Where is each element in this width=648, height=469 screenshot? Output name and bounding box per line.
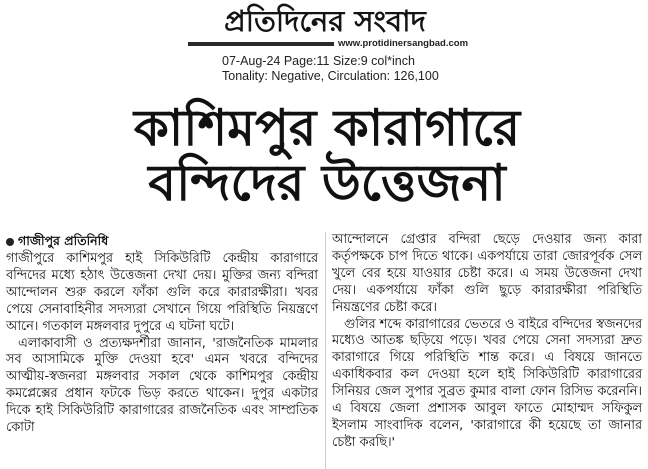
headline-line1: কাশিমপুর কারাগারে xyxy=(133,99,521,157)
paragraph: গুলির শব্দে কারাগারের ভেতরে ও বাইরে বন্দিদের স্বজনদের মধ্যেও আতঙ্ক ছড়িয়ে পড়ে। খবর পেয়ে সেনা সদস্যরা দ্রুত কারাগারে গিয়ে পরিস্থিতি শান্ত করে। এ বিষয়ে জানতে একাধিকবার কল দেওয়া হলে হাই সিকিউরিটি কারাগারের সিনিয়র জেল সুপার সুব্রত কুমার বালা ফোন রিসিভ করেননি। এ বিষয়ে জেলা প্রশাসক আবুল ফাতে মোহাম্মদ সফিকুল ইসলাম সাংবাদিক বলেন, 'কারাগারে কী হয়েছে তা জানার চেষ্টা করছি।' xyxy=(332,316,642,450)
paragraph: আন্দোলনে গ্রেপ্তার বন্দিরা ছেড়ে দেওয়ার জন্য কারা কর্তৃপক্ষকে চাপ দিতে থাকে। একপর্যায়ে তারা জোরপূর্বক সেল খুলে বের হয়ে যাওয়ার চেষ্টা করে। এ সময় উত্তেজনা দেখা দেয়। একপর্যায়ে ফাঁকা গুলি ছুড়ে কারারক্ষীরা পরিস্থিতি নিয়ন্ত্রণের চেষ্টা করে। xyxy=(332,232,642,315)
column-divider xyxy=(325,232,326,469)
headline-line2: বন্দিদের উত্তেজনা xyxy=(148,154,506,212)
article-column-right xyxy=(332,232,642,452)
byline-text: গাজীপুর প্রতিনিধি xyxy=(18,233,109,248)
paragraph: গাজীপুরে কাশিমপুর হাই সিকিউরিটি কেন্দ্রীয় কারাগারে বন্দিদের মধ্যে হঠাৎ উত্তেজনা দেখা দেয়। মুক্তির জন্য বন্দিরা আন্দোলন শুরু করলে ফাঁকা গুলি করে কারারক্ষীরা। খবর পেয়ে সেনাবাহিনীর সদস্যরা সেখানে গিয়ে পরিস্থিতি নিয়ন্ত্রণে আনে। গতকাল মঙ্গলবার দুপুরে এ ঘটনা ঘটে। xyxy=(6,251,318,334)
masthead-title: প্রতিদিনের সংবাদ xyxy=(224,4,426,38)
clipping-meta-line2: Tonality: Negative, Circulation: 126,100 xyxy=(222,69,439,83)
masthead-rule xyxy=(188,42,334,46)
byline xyxy=(6,232,318,250)
paragraph: এলাকাবাসী ও প্রত্যক্ষদর্শীরা জানান, 'রাজনৈতিক মামলার সব আসামিকে মুক্তি দেওয়া হবে' এমন খবরে বন্দিদের আত্মীয়-স্বজনরা মঙ্গলবার সকাল থেকে কাশিমপুর কেন্দ্রীয় কমপ্লেক্সের প্রধান ফটকে ভিড় করতে থাকেন। দুপুর একটার দিকে হাই সিকিউরিটি কারাগারের রাজনৈতিক এবং সাম্প্রতিক কোটা xyxy=(6,335,318,436)
article-column-left xyxy=(6,232,318,437)
masthead-website: www.protidinersangbad.com xyxy=(338,38,469,49)
clipping-meta-line1: 07-Aug-24 Page:11 Size:9 col*inch xyxy=(222,54,415,68)
bullet-icon xyxy=(6,238,14,246)
